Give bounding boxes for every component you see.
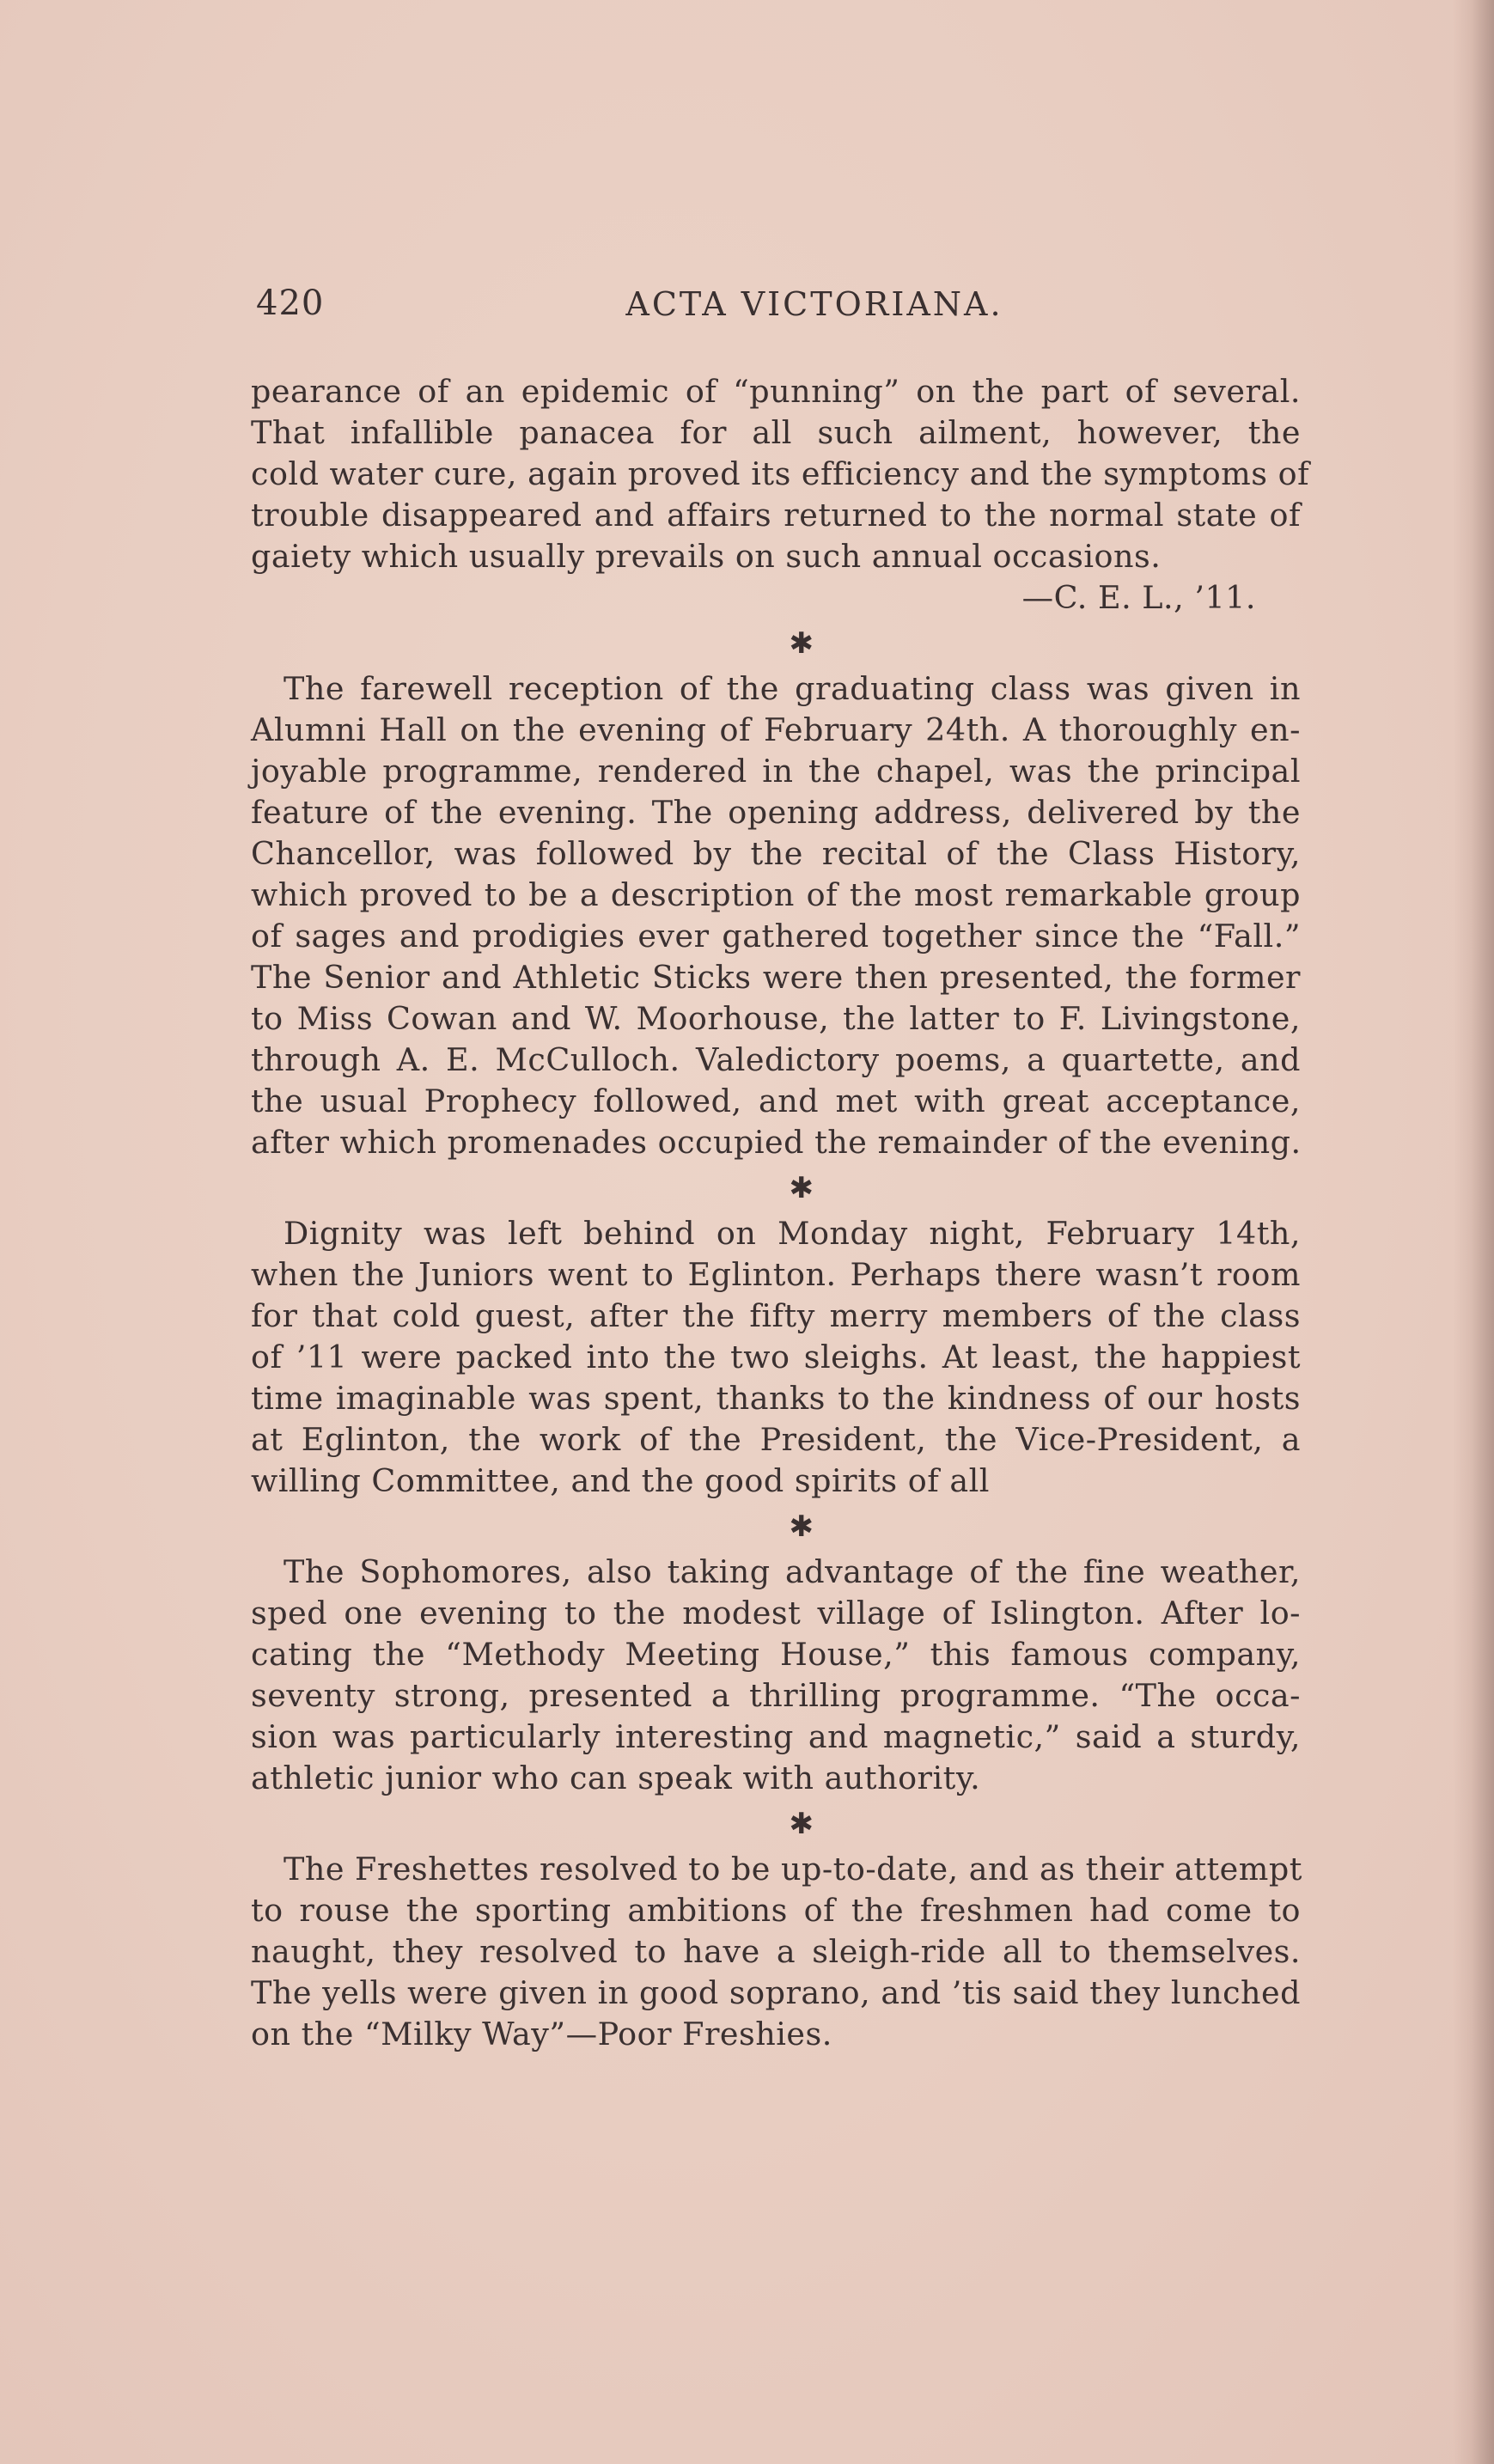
text-line: athletic junior who can speak with authority. <box>251 1760 981 1796</box>
section-separator: ✱ <box>789 626 814 661</box>
page-number: 420 <box>256 284 325 323</box>
section-separator: ✱ <box>789 1171 814 1205</box>
text-line: through A. E. McCulloch. Valedictory poems, a quartette, and <box>251 1041 1301 1078</box>
text-line: sped one evening to the modest village of Islington. After lo- <box>251 1595 1301 1631</box>
text-line: at Eglinton, the work of the President, the Vice-President, a <box>251 1421 1301 1458</box>
text-line: when the Juniors went to Eglinton. Perhaps there wasn’t room <box>251 1256 1301 1293</box>
text-line: naught, they resolved to have a sleigh-ride all to themselves. <box>251 1933 1301 1970</box>
text-line: willing Committee, and the good spirits of all <box>251 1462 990 1499</box>
text-line: of sages and prodigies ever gathered together since the “Fall.” <box>251 918 1301 954</box>
text-line: That infallible panacea for all such ailment, however, the <box>251 414 1301 451</box>
text-line: joyable programme, rendered in the chapel, was the principal <box>251 753 1301 790</box>
article-body <box>251 371 1310 2055</box>
text-line: Alumni Hall on the evening of February 24th. A thoroughly en- <box>251 711 1301 748</box>
text-line: Dignity was left behind on Monday night, February 14th, <box>284 1215 1301 1252</box>
text-line: feature of the evening. The opening address, delivered by the <box>251 794 1301 831</box>
text-line: The yells were given in good soprano, and ’tis said they lunched <box>251 1974 1301 2011</box>
text-line: after which promenades occupied the remainder of the evening. <box>251 1124 1302 1161</box>
paragraph-sophomores-islington <box>251 1552 1301 1799</box>
text-line: The farewell reception of the graduating class was given in <box>284 670 1301 707</box>
text-line: pearance of an epidemic of “punning” on the part of several. <box>251 373 1301 410</box>
section-separator: ✱ <box>789 1807 814 1841</box>
text-line: sion was particularly interesting and magnetic,” said a sturdy, <box>251 1718 1301 1755</box>
text-line: gaiety which usually prevails on such annual occasions. <box>251 538 1162 575</box>
paragraph-freshettes <box>251 1849 1301 2055</box>
page-header <box>256 284 1313 335</box>
text-line: of ’11 were packed into the two sleighs. At least, the happiest <box>251 1339 1301 1375</box>
page-edge-shadow <box>1453 0 1494 2464</box>
text-line: time imaginable was spent, thanks to the kindness of our hosts <box>251 1380 1301 1417</box>
paragraph-punning <box>251 371 1310 577</box>
paragraph-juniors-eglinton <box>251 1213 1301 1502</box>
text-line: The Senior and Athletic Sticks were then presented, the former <box>251 959 1301 996</box>
text-line: to rouse the sporting ambitions of the freshmen had come to <box>251 1892 1301 1929</box>
text-line: for that cold guest, after the fifty merry members of the class <box>251 1297 1301 1334</box>
running-head-title: ACTA VICTORIANA. <box>625 285 1003 323</box>
text-line: The Sophomores, also taking advantage of the fine weather, <box>284 1553 1301 1590</box>
text-line: to Miss Cowan and W. Moorhouse, the latter to F. Livingstone, <box>251 1000 1301 1037</box>
text-line: The Freshettes resolved to be up-to-date, and as their attempt <box>284 1851 1302 1888</box>
text-line: trouble disappeared and affairs returned to the normal state of <box>251 497 1301 534</box>
text-line: Chancellor, was followed by the recital of the Class History, <box>251 835 1301 872</box>
text-line: the usual Prophecy followed, and met with great acceptance, <box>251 1083 1301 1119</box>
paragraph-farewell-reception <box>251 668 1301 1163</box>
text-line: cold water cure, again proved its efficiency and the symptoms of <box>251 455 1310 492</box>
text-line: on the “Milky Way”—Poor Freshies. <box>251 2016 832 2052</box>
text-line: which proved to be a description of the most remarkable group <box>251 876 1301 913</box>
author-signature: —C. E. L., ’11. <box>1021 579 1256 616</box>
text-line: cating the “Methody Meeting House,” this famous company, <box>251 1636 1301 1673</box>
section-separator: ✱ <box>789 1510 814 1544</box>
text-line: seventy strong, presented a thrilling programme. “The occa- <box>251 1677 1301 1714</box>
